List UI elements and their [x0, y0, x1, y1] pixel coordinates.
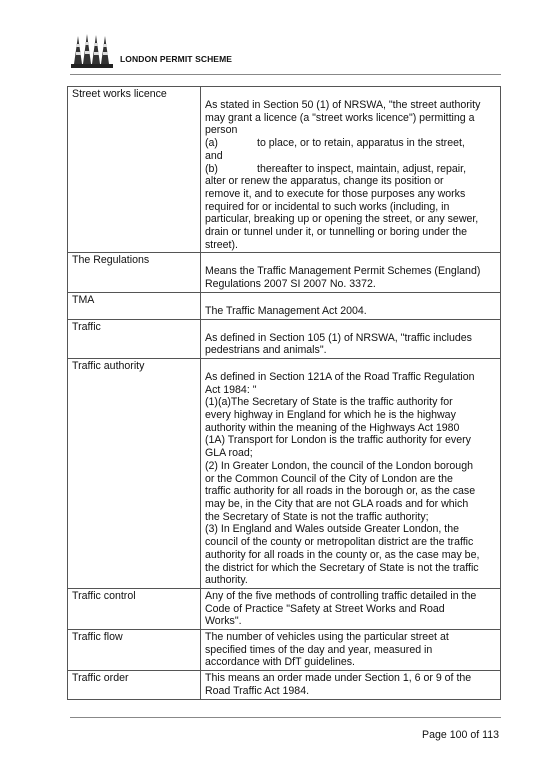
definition-cell — [201, 292, 501, 319]
definition-line: may grant a licence (a "street works licence") permitting a — [205, 111, 475, 124]
definition-line: The number of vehicles using the particular street at — [205, 631, 449, 644]
definition-line: Road Traffic Act 1984. — [205, 684, 310, 697]
definition-row — [68, 671, 501, 699]
definition-line: GLA road; — [205, 447, 253, 460]
definition-line: Act 1984: " — [205, 383, 257, 396]
definition-line: The Traffic Management Act 2004. — [205, 304, 367, 317]
definition-line: (1A) Transport for London is the traffic authority for every — [205, 434, 471, 447]
footer-divider — [70, 717, 501, 718]
definition-cell — [201, 253, 501, 292]
definition-line: street). — [205, 238, 238, 251]
definition-line: required for or incidental to such works (including, in — [205, 200, 450, 213]
term-cell: Traffic control — [68, 588, 201, 629]
definition-line: and — [205, 149, 223, 162]
definition-line: alter or renew the apparatus, change its position or — [205, 175, 444, 188]
definition-line: the Secretary of State is not the traffic authority; — [205, 510, 429, 523]
definition-row — [68, 319, 501, 358]
definition-line: person — [205, 124, 238, 137]
page-header — [70, 30, 501, 75]
definition-line: Works". — [205, 615, 242, 628]
definition-line: Regulations 2007 SI 2007 No. 3372. — [205, 278, 376, 291]
definition-line: specified times of the day and year, measured in — [205, 643, 433, 656]
definition-line: accordance with DfT guidelines. — [205, 656, 355, 669]
definition-line: or the Common Council of the City of London are the — [205, 472, 453, 485]
definition-line: (a) to place, or to retain, apparatus in the street, — [205, 137, 465, 150]
definition-line: As defined in Section 105 (1) of NRSWA, "traffic includes — [205, 331, 472, 344]
definition-line: Any of the five methods of controlling traffic detailed in the — [205, 589, 477, 602]
term-cell: Traffic — [68, 319, 201, 358]
definition-row — [68, 630, 501, 671]
term-cell: TMA — [68, 292, 201, 319]
definition-line: remove it, and to execute for those purposes any works — [205, 187, 466, 200]
definition-cell — [201, 588, 501, 629]
definition-line: As stated in Section 50 (1) of NRSWA, "the street authority — [205, 99, 481, 111]
page-number: Page 100 of 113 — [422, 729, 499, 741]
definition-cell — [201, 87, 501, 253]
term-cell: Street works licence — [68, 87, 201, 253]
definition-row — [68, 87, 501, 253]
term-cell: Traffic authority — [68, 358, 201, 588]
definition-line: authority for all roads in the county or, as the case may be, — [205, 548, 480, 561]
term-cell: The Regulations — [68, 253, 201, 292]
definition-line: may be, in the City that are not GLA roads and for which — [205, 497, 469, 510]
definition-row — [68, 358, 501, 588]
definition-line: Code of Practice "Safety at Street Works and Road — [205, 602, 445, 615]
definition-line: As defined in Section 121A of the Road Traffic Regulation — [205, 370, 475, 383]
definition-line: (1)(a)The Secretary of State is the traffic authority for — [205, 396, 453, 409]
definition-line: (b) thereafter to inspect, maintain, adjust, repair, — [205, 162, 467, 175]
definition-line: This means an order made under Section 1, 6 or 9 of the — [205, 672, 472, 685]
definition-line: drain or tunnel under it, or tunnelling or boring under the — [205, 226, 468, 239]
definition-cell — [201, 671, 501, 699]
definition-line: (2) In Greater London, the council of the London borough — [205, 459, 473, 472]
definition-cell — [201, 630, 501, 671]
definition-line: pedestrians and animals". — [205, 344, 327, 357]
definitions-table — [67, 86, 501, 700]
definition-line: traffic authority for all roads in the borough or, as the case — [205, 485, 476, 498]
definition-line: council of the county or metropolitan district are the traffic — [205, 536, 474, 549]
definition-line: the district for which the Secretary of State is not the traffic — [205, 561, 479, 574]
traffic-cones-logo-icon — [70, 30, 118, 70]
term-cell: Traffic flow — [68, 630, 201, 671]
definition-row — [68, 253, 501, 292]
definition-row — [68, 588, 501, 629]
term-cell: Traffic order — [68, 671, 201, 699]
definition-line: authority within the meaning of the Highways Act 1980 — [205, 421, 460, 434]
definition-line: (3) In England and Wales outside Greater London, the — [205, 523, 460, 536]
header-divider — [70, 74, 501, 75]
definition-line: Means the Traffic Management Permit Schemes (England) — [205, 265, 481, 278]
definition-line: every highway in England for which he is the highway — [205, 409, 456, 422]
scheme-title: LONDON PERMIT SCHEME — [120, 54, 233, 64]
definition-row — [68, 292, 501, 319]
definition-line: particular, breaking up or opening the street, or any sewer, — [205, 213, 479, 226]
definition-line: authority. — [205, 574, 248, 587]
definition-cell — [201, 358, 501, 588]
definition-cell — [201, 319, 501, 358]
